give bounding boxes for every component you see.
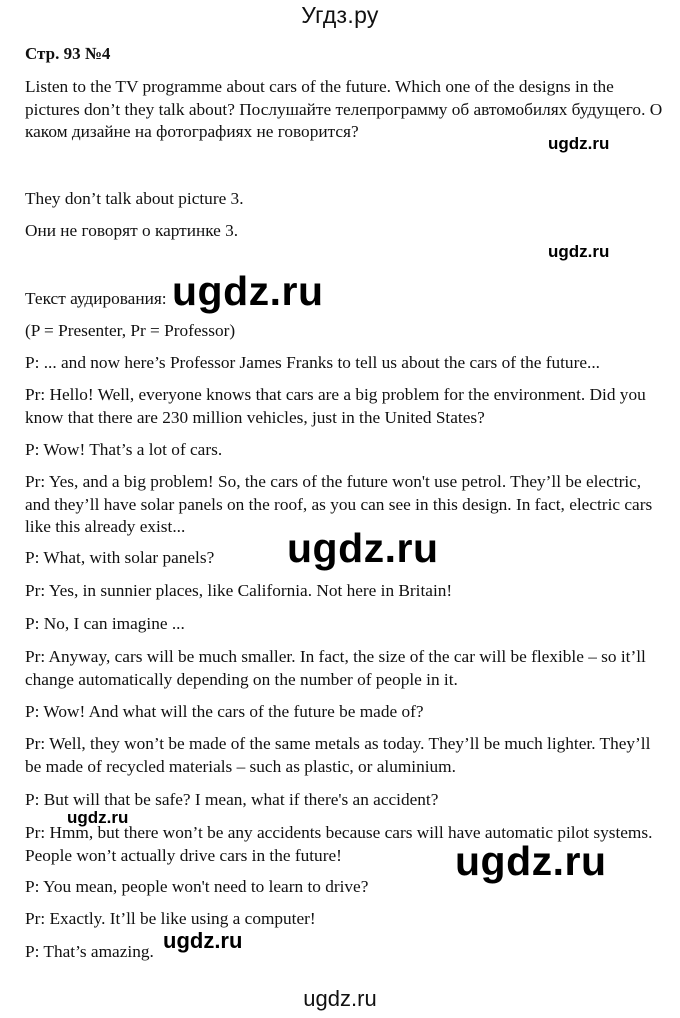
transcript-line: Pr: Well, they won’t be made of the same metals as today. They’ll be much lighter. They’ll be made of recycled materials – such as plastic, or aluminium. — [25, 734, 651, 776]
watermark-small: ugdz.ru — [548, 134, 610, 153]
watermark-big: ugdz.ru — [455, 838, 607, 884]
transcript-legend: (P = Presenter, Pr = Professor) — [25, 321, 236, 340]
transcript-line: P: You mean, people won't need to learn to drive? — [25, 877, 369, 896]
watermark-big: ugdz.ru — [172, 268, 324, 314]
watermark-big: ugdz.ru — [287, 525, 439, 571]
transcript-line: P: But will that be safe? I mean, what if there's an accident? — [25, 790, 439, 809]
transcript-line: P: What, with solar panels? — [25, 548, 215, 567]
transcript-label: Текст аудирования: — [25, 289, 167, 308]
watermark-medium: ugdz.ru — [163, 928, 243, 953]
footer-watermark: ugdz.ru — [303, 986, 377, 1011]
answer-english: They don’t talk about picture 3. — [25, 189, 244, 208]
transcript-line: Pr: Hello! Well, everyone knows that cars are a big problem for the environment. Did you know that there are 230 million vehicles, just in the United States? — [25, 385, 646, 427]
transcript-line: Pr: Yes, and a big problem! So, the cars of the future won't use petrol. They’ll be electric, and they’ll have solar panels on the roof, as you can see in this design. In fact, electric cars like this already exist... — [25, 472, 653, 536]
transcript-line: Pr: Exactly. It’ll be like using a computer! — [25, 909, 316, 928]
transcript-line: P: ... and now here’s Professor James Franks to tell us about the cars of the future... — [25, 353, 600, 372]
transcript-line: P: Wow! And what will the cars of the future be made of? — [25, 702, 424, 721]
watermark-small: ugdz.ru — [67, 808, 129, 827]
transcript-line: P: That’s amazing. — [25, 942, 154, 961]
transcript-line: Pr: Yes, in sunnier places, like California. Not here in Britain! — [25, 581, 453, 600]
page-reference: Стр. 93 №4 — [25, 44, 111, 63]
site-title: Угдз.ру — [301, 2, 379, 28]
transcript-line: P: Wow! That’s a lot of cars. — [25, 440, 223, 459]
watermark-small: ugdz.ru — [548, 242, 610, 261]
transcript-line: Pr: Hmm, but there won’t be any accidents because cars will have automatic pilot systems. People won’t actually drive cars in the future! — [25, 823, 653, 865]
transcript-line: P: No, I can imagine ... — [25, 614, 185, 633]
answer-russian: Они не говорят о картинке 3. — [25, 221, 239, 240]
task-instruction: Listen to the TV programme about cars of the future. Which one of the designs in the pictures don’t they talk about? Послушайте телепрограмму об автомобилях будущего. О каком дизайне на фотографиях не говорится? — [25, 77, 663, 141]
transcript-line: Pr: Anyway, cars will be much smaller. In fact, the size of the car will be flexible – so it’ll change automatically depending on the number of people in it. — [25, 647, 646, 689]
